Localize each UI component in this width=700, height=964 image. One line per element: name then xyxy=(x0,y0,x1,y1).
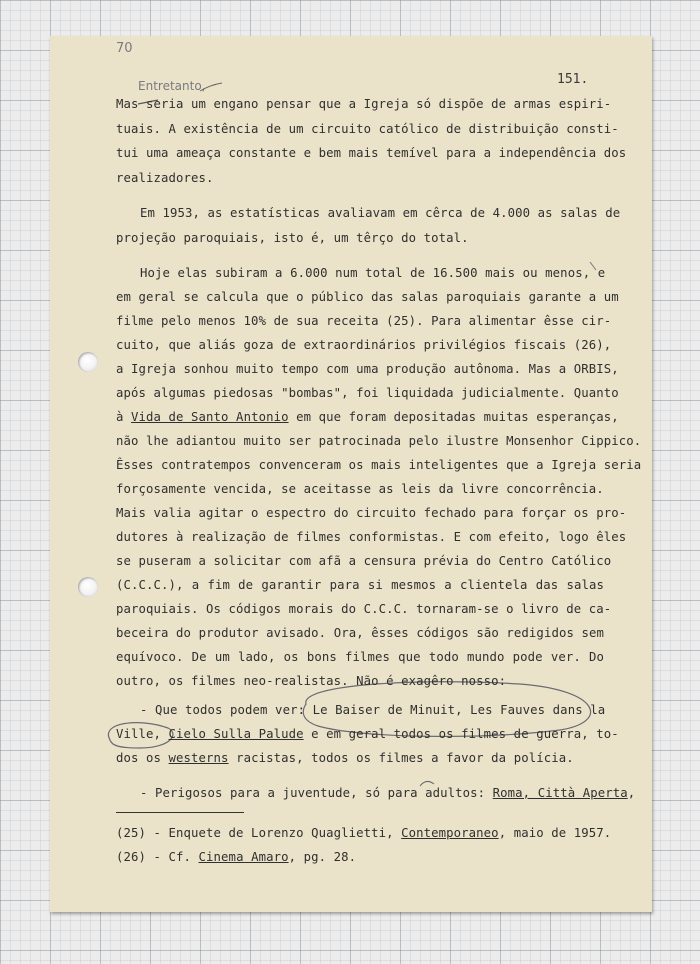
body-line: projeção paroquiais, isto é, um têrço do total. xyxy=(116,231,469,245)
body-text: e em geral todos os filmes de guerra, to- xyxy=(303,727,619,741)
film-title-cielo-sulla-palude: Cielo Sulla Palude xyxy=(168,727,304,741)
body-line: filme pelo menos 10% de sua receita (25). Para alimentar êsse cir- xyxy=(116,314,612,328)
list-item-line: - Que todos podem ver: Le Baiser de Minuit, Les Fauves dans la xyxy=(140,703,606,717)
body-text: à xyxy=(116,410,132,424)
body-line: não lhe adiantou muito ser patrocinada pelo ilustre Monsenhor Cippico. xyxy=(116,434,642,448)
footnote-text: (26) - Cf. xyxy=(116,850,199,864)
footnote-source-cinema-amaro: Cinema Amaro xyxy=(198,850,289,864)
page-number: 151. xyxy=(557,72,589,87)
body-line: beceira do produtor avisado. Ora, êsses códigos são redigidos sem xyxy=(116,626,604,640)
body-line: tuais. A existência de um circuito católico de distribuição consti- xyxy=(116,122,619,136)
pencil-insertion-entretanto: Entretanto, xyxy=(138,79,206,93)
body-line: paroquiais. Os códigos morais do C.C.C. tornaram-se o livro de ca- xyxy=(116,602,612,616)
list-item-line xyxy=(140,785,635,801)
footnote-25 xyxy=(116,825,611,841)
word-westerns: westerns xyxy=(168,751,229,765)
film-title-roma-citta-aperta: Roma, Città Aperta xyxy=(492,786,628,800)
body-line: Mais valia agitar o espectro do circuito fechado para forçar os pro- xyxy=(116,506,627,520)
footnote-source-contemporaneo: Contemporaneo xyxy=(401,826,499,840)
body-text: , xyxy=(627,786,636,800)
body-line: tui uma ameaça constante e bem mais temível para a independência dos xyxy=(116,146,627,160)
list-item-line xyxy=(116,726,619,742)
body-line: a Igreja sonhou muito tempo com uma produção autônoma. Mas a ORBIS, xyxy=(116,362,619,376)
footnote-26 xyxy=(116,849,356,865)
footnote-text: (25) - Enquete de Lorenzo Quaglietti, xyxy=(116,826,402,840)
footnote-text: , maio de 1957. xyxy=(498,826,612,840)
body-text: - Perigosos para a juventude, só para adultos: xyxy=(140,786,493,800)
body-line: se puseram a solicitar com afã a censura prévia do Centro Católico xyxy=(116,554,612,568)
body-line: outro, os filmes neo-realistas. Não é exagêro nosso: xyxy=(116,674,507,688)
film-title-vida-de-santo-antonio: Vida de Santo Antonio xyxy=(131,410,289,424)
body-line: após algumas piedosas "bombas", foi liquidada judicialmente. Quanto xyxy=(116,386,619,400)
list-item-line xyxy=(116,750,574,766)
body-text: Ville, xyxy=(116,727,169,741)
body-line: forçosamente vencida, se aceitasse as leis da livre concorrência. xyxy=(116,482,604,496)
body-line: Êsses contratempos convenceram os mais inteligentes que a Igreja seria xyxy=(116,458,642,472)
footnote-text: , pg. 28. xyxy=(288,850,357,864)
body-line: cuito, que aliás goza de extraordinários privilégios fiscais (26), xyxy=(116,338,612,352)
body-line: Em 1953, as estatísticas avaliavam em cêrca de 4.000 as salas de xyxy=(140,206,621,220)
body-line: realizadores. xyxy=(116,171,214,185)
body-line xyxy=(116,409,619,425)
pencil-page-number: 70 xyxy=(116,41,133,56)
body-line: (C.C.C.), a fim de garantir para si mesmos a clientela das salas xyxy=(116,578,604,592)
body-line: dutores à realização de filmes conformistas. E com efeito, logo êles xyxy=(116,530,627,544)
body-line: Mas seria um engano pensar que a Igreja só dispõe de armas espiri- xyxy=(116,97,612,111)
body-text: racistas, todos os filmes a favor da polícia. xyxy=(228,751,574,765)
body-line: Hoje elas subiram a 6.000 num total de 16.500 mais ou menos, e xyxy=(140,266,606,280)
body-line: equívoco. De um lado, os bons filmes que todo mundo pode ver. Do xyxy=(116,650,604,664)
footnote-divider xyxy=(116,812,244,813)
body-text: dos os xyxy=(116,751,169,765)
body-text: em que foram depositadas muitas esperanças, xyxy=(288,410,619,424)
body-line: em geral se calcula que o público das salas paroquiais garante a um xyxy=(116,290,619,304)
